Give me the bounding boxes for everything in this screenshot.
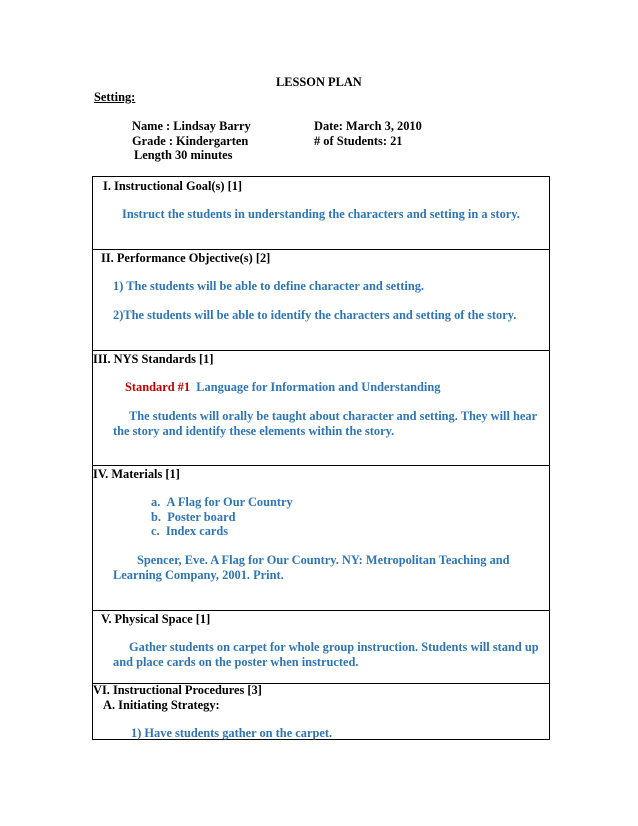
section-materials bbox=[93, 465, 549, 611]
section-heading: II. Performance Objective(s) [2] bbox=[101, 251, 271, 265]
list-marker: c. bbox=[151, 524, 160, 538]
standard-line bbox=[125, 380, 440, 395]
objective-item: 1) The students will be able to define character and setting. bbox=[113, 279, 425, 293]
section-instructional-goals bbox=[93, 177, 549, 250]
section-heading: IV. Materials [1] bbox=[93, 467, 180, 481]
standard-text-line: the story and identify these elements within the story. bbox=[113, 424, 395, 438]
page-title: LESSON PLAN bbox=[276, 75, 362, 89]
material-item bbox=[151, 524, 228, 539]
citation-line: Spencer, Eve. A Flag for Our Country. NY: Metropolitan Teaching and bbox=[137, 553, 510, 567]
student-count: # of Students: 21 bbox=[314, 134, 403, 148]
section-heading: III. NYS Standards [1] bbox=[93, 352, 214, 366]
space-text-line: and place cards on the poster when instructed. bbox=[113, 655, 359, 669]
goal-text: Instruct the students in understanding the characters and setting in a story. bbox=[122, 207, 520, 221]
procedure-step: 1) Have students gather on the carpet. bbox=[131, 726, 333, 740]
list-marker: a. bbox=[151, 495, 161, 509]
teacher-name: Name : Lindsay Barry bbox=[132, 119, 251, 133]
material-text: Poster board bbox=[167, 510, 236, 524]
material-item bbox=[151, 510, 235, 525]
material-item bbox=[151, 495, 293, 510]
setting-label: Setting: bbox=[94, 90, 136, 104]
material-text: Index cards bbox=[165, 524, 229, 538]
sub-heading: A. Initiating Strategy: bbox=[103, 698, 220, 712]
material-text: A Flag for Our Country bbox=[166, 495, 293, 509]
section-heading: I. Instructional Goal(s) [1] bbox=[103, 179, 243, 193]
section-performance-objectives bbox=[93, 249, 549, 351]
section-heading: VI. Instructional Procedures [3] bbox=[93, 683, 262, 697]
section-heading: V. Physical Space [1] bbox=[101, 612, 211, 626]
lesson-plan-table bbox=[92, 176, 550, 740]
citation-line: Learning Company, 2001. Print. bbox=[113, 568, 284, 582]
lesson-date: Date: March 3, 2010 bbox=[314, 119, 422, 133]
list-marker: b. bbox=[151, 510, 161, 524]
standard-title: Language for Information and Understanding bbox=[196, 380, 441, 394]
standard-label: Standard #1 bbox=[125, 380, 191, 394]
objective-item: 2)The students will be able to identify the characters and setting of the story. bbox=[113, 308, 517, 322]
section-nys-standards bbox=[93, 350, 549, 466]
section-physical-space bbox=[93, 610, 549, 684]
space-text-line: Gather students on carpet for whole group instruction. Students will stand up bbox=[129, 640, 539, 654]
grade-level: Grade : Kindergarten bbox=[132, 134, 249, 148]
standard-text-line: The students will orally be taught about character and setting. They will hear bbox=[129, 409, 538, 423]
lesson-length: Length 30 minutes bbox=[134, 148, 233, 162]
section-instructional-procedures bbox=[93, 683, 549, 739]
